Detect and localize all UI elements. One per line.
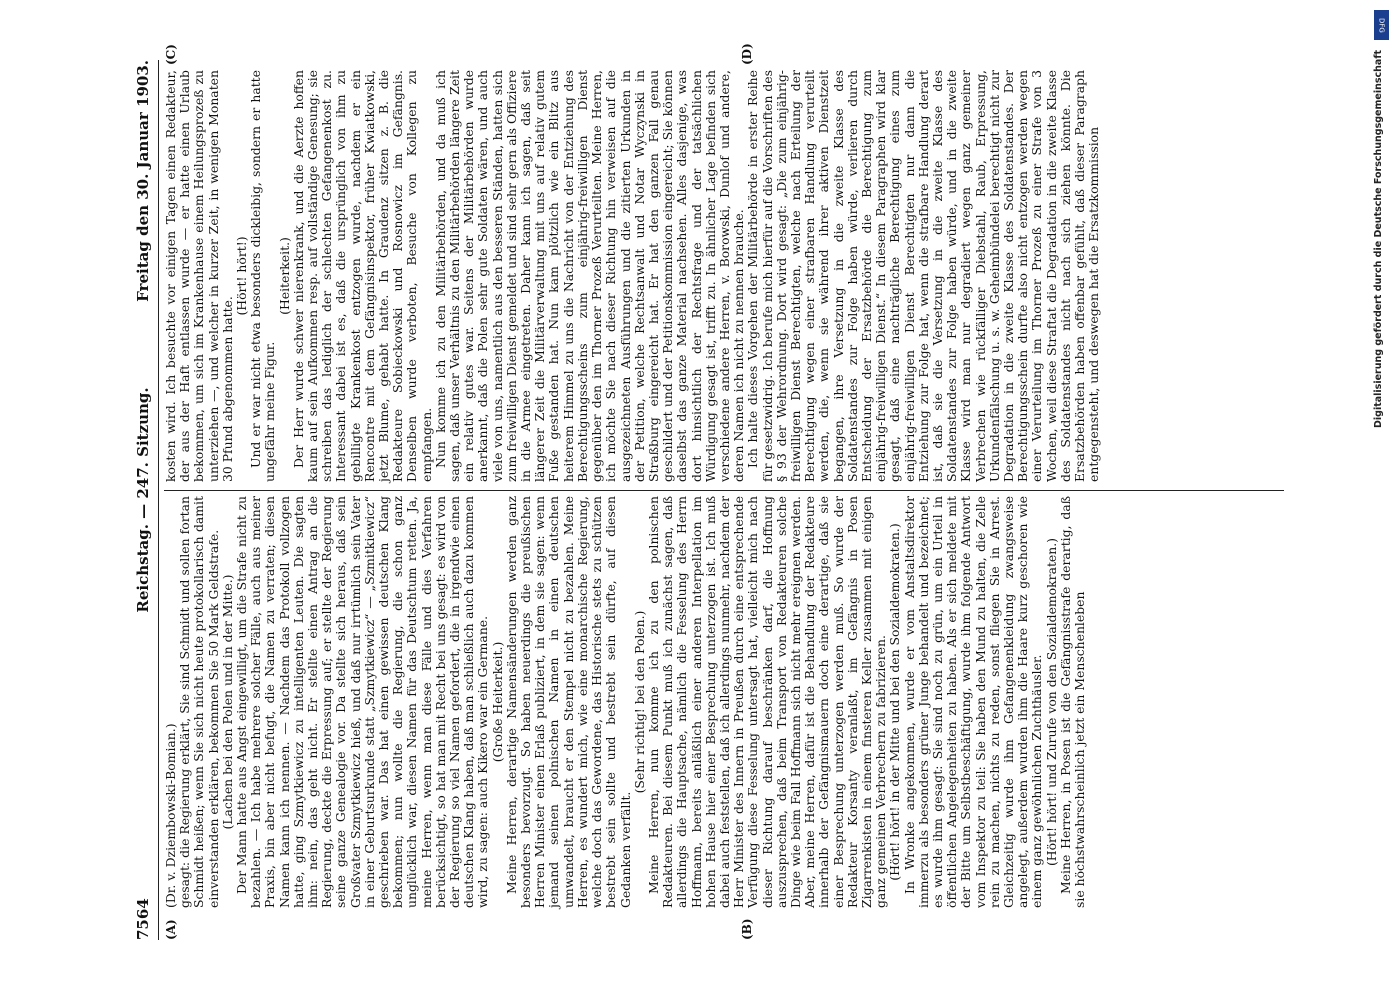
interjection: (Hört! hört! in der Mitte und bei den Sozialdemokraten.)	[887, 523, 903, 881]
header-rule	[158, 60, 159, 940]
right-column	[164, 70, 1101, 482]
paragraph: Meine Herren, nun komme ich zu den polnischen Redakteuren. Bei diesem Punkt muß ich zunächst sagen, daß allerdings die Hauptsache, nämlich die Fesselung des Herrn Hoffmann, bereits anläßlich einer anderen Interpellation im hohen Hause hier einer Besprechung unterzogen ist. Ich muß dabei auch feststellen, daß ich allerdings nunmehr, nachdem der Herr Minister des Innern in Preußen durch eine entsprechende Verfügung diese Fesselung untersagt hat, vielleicht mich nach dieser Richtung darauf beschränken darf, die Hoffnung auszusprechen, daß beim Transport von Redakteuren solche Dinge wie beim Fall Hoffmann sich nicht mehr ereignen werden. Aber, meine Herren, dafür ist die Behandlung der Redakteure innerhalb der Gefängnismauern doch eine derartige, daß sie einer Besprechung unterzogen werden muß. So wurde der Redakteur Korsanty veranlaßt, im Gefängnis in Posen Zigarrenkisten in einem finsteren Keller zusammen mit einigen ganz gemeinen Verbrechern zu fabrizieren.	[645, 496, 889, 908]
margin-letter-a: (A)	[164, 919, 178, 940]
paragraph: Und er war nicht etwa besonders dickleibig, sondern er hatte ungefähr meine Figur.	[248, 70, 278, 482]
session-title: Reichstag. — 247. Sitzung.	[134, 387, 152, 613]
page-header	[134, 60, 156, 940]
margin-letter-d: (D)	[740, 43, 754, 65]
rotated-page	[60, 0, 1397, 1000]
paragraph: Meine Herren, in Posen ist die Gefängnisstrafe derartig, daß sie höchstwahrscheinlich jetzt ein Menschenleben	[1057, 496, 1087, 908]
paragraph: (Dr. v. Dziembowski-Bomian.)	[163, 723, 178, 908]
paragraph: gesagt: die Regierung erklärt, Sie sind Schmidt und sollen fortan Schmidt heißen; wenn Sie sich nicht heute protokollarisch damit einverstanden erklären, bekommen Sie 50 Mark Geldstrafe.	[177, 496, 221, 908]
margin-letter-c: (C)	[164, 44, 178, 65]
paragraph: In Wronke angekommen, wurde er vom Anstaltsdirektor immerzu als besonders grüner Junge behandelt und bezeichnet; es wurde ihm gesagt: Sie sind noch zu grün, um ein Urteil in öffentlichen Angelegenheiten zu haben. Als er sich meldete mit der Bitte um Selbstbeschäftigung, wurde ihm folgende Antwort vom Inspektor zu teil: Sie haben den Mund zu halten, die Zelle rein zu machen, nichts zu reden, sonst fliegen Sie in Arrest. Gleichzeitig wurde ihm Gefangenenkleidung zwangsweise angelegt, außerdem wurden ihm die Haare kurz geschoren wie einem ganz gewöhnlichen Zuchthäusler.	[901, 496, 1045, 908]
margin-letter-b: (B)	[740, 918, 754, 940]
paragraph: kosten wird. Ich besuchte vor einigen Tagen einen Redakteur, der aus der Haft entlassen wurde — er hatte einen Urlaub bekommen, um sich im Krankenhause einem Heilungsprozeß zu unterziehen —, und welcher in kurzer Zeit, in wenigen Monaten 30 Pfund abgenommen hatte.	[163, 70, 235, 482]
session-date: Freitag den 30. Januar 1903.	[134, 60, 152, 302]
interjection: (Heiterkeit.)	[276, 237, 292, 315]
dfg-logo: DFG	[1374, 10, 1389, 40]
digitization-stamp	[1373, 10, 1391, 990]
paragraph: Ich halte dieses Vorgehen der Militärbehörde in erster Reihe für gesetzwidrig. Ich berufe mich hierfür auf die Vorschriften des § 93 der Wehrordnung. Dort wird gesagt: „Die zum einjährig-freiwilligen Dienst Berechtigten, welche nach Erteilung der Berechtigung wegen einer strafbaren Handlung verurteilt werden, die, wenn sie während ihrer aktiven Dienstzeit begangen, ihre Versetzung in die zweite Klasse des Soldatenstandes zur Folge haben würde, verlieren durch Entscheidung der Ersatzbehörde die Berechtigung zum einjährig-freiwilligen Dienst.“ In diesem Paragraphen wird klar gesagt, daß eine nachträgliche Berechtigung eines zum einjährig-freiwilligen Dienst Berechtigten nur dann die Entziehung zur Folge hat, wenn die strafbare Handlung derart ist, daß sie die Versetzung in die zweite Klasse des Soldatenstandes zur Folge haben würde, und in die zweite Klasse wird man nur degradiert wegen ganz gemeiner Verbrechen wie rückfälliger Diebstahl, Raub, Erpressung, Urkundenfälschung u. s. w. Geheimbündelei berechtigt nicht zur Degradation in die zweite Klasse des Soldatenstandes. Der Berechtigungsschein durfte also nicht entzogen werden wegen einer Verurteilung im Thorner Prozeß zu einer Strafe von 3 Wochen, weil diese Straftat die Degradation in die zweite Klasse des Soldatenstandes nicht nach sich ziehen könnte. Die Ersatzbehörden haben offenbar gefühlt, daß dieser Paragraph entgegensteht, und deswegen hat die Ersatzkommission	[745, 70, 1102, 482]
paragraph: Der Herr wurde schwer nierenkrank, und die Aerzte hoffen kaum auf sein Aufkommen resp. auf vollständige Genesung; sie schreiben das lediglich der schlechten Gefangenenkost zu. Interessant dabei ist es, daß die ursprünglich von ihm zu gebilligte Krankenkost entzogen wurde, nachdem er ein Rencontre mit dem Gefängnisinspektor, früher Kwiatkowski, jetzt Blume, gehabt hatte. In Graudenz sitzen z. B. die Redakteure Sobieckowski und Rosnowicz im Gefängnis. Denselben wurde verboten, Besuche von Kollegen zu empfangen.	[290, 70, 434, 482]
page-number: 7564	[134, 898, 152, 940]
interjection: (Sehr richtig! bei den Polen.)	[631, 610, 647, 794]
left-column	[164, 496, 1087, 908]
paragraph: Meine Herren, derartige Namensänderungen werden ganz besonders bevorzugt. So haben neuerdings die preußischen Herren Minister einen Erlaß publiziert, in dem sie sagen: wenn jemand seinen polnischen Namen in einen deutschen umwandelt, braucht er den Stempel nicht zu bezahlen. Meine Herren, es wundert mich, wie eine monarchische Regierung, welche doch das Gewordene, das Historische stets zu schützen bestrebt sein sollte und bestrebt sein dürfte, auf diesen Gedanken verfällt.	[503, 496, 633, 908]
interjection: (Lachen bei den Polen und in der Mitte.)	[219, 574, 235, 830]
paragraph: Nun komme ich zu den Militärbehörden, und da muß ich sagen, daß unser Verhältnis zu den Militärbehörden längere Zeit ein relativ gutes war. Seitens der Militärbehörden wurde anerkannt, daß die Polen sehr gute Soldaten wären, und auch viele von uns, namentlich aus den besseren Ständen, hatten sich zum freiwilligen Dienst gemeldet und sind sehr gern als Offiziere in die Armee eingetreten. Daher kann ich sagen, daß seit längerer Zeit die Militärverwaltung mit uns auf relativ gutem Fuße gestanden hat. Nun kam plötzlich wie ein Blitz aus heiterem Himmel zu uns die Nachricht von der Entziehung des Berechtigungsscheins zum einjährig-freiwilligen Dienst gegenüber den im Thorner Prozeß Verurteilten. Meine Herren, ich möchte Sie nach dieser Richtung hin verweisen auf die ausgezeichneten Ausführungen und die zitierten Urkunden in der Petition, welche Rechtsanwalt und Notar Wyczynski in Straßburg eingereicht hat. Er hat den ganzen Fall genau geschildert und der Petitionskommission eingereicht; Sie können daselbst das ganze Material nachsehen. Alles dasjenige, was dort hinsichtlich der Rechtsfrage und der tatsächlichen Würdigung gesagt ist, trifft zu. In ähnlicher Lage befinden sich verschiedene andere Herren, v. Borowski, Dunlof und andere, deren Namen ich nicht zu nennen brauche.	[432, 70, 747, 482]
column-divider	[164, 490, 1284, 491]
paragraph: Der Mann hatte aus Angst eingewilligt, um die Strafe nicht zu bezahlen. — Ich habe mehrere solcher Fälle, auch aus meiner Praxis, bin aber nicht befugt, die Namen zu verraten; diesen Namen kann ich nennen. — Nachdem das Protokoll vollzogen hatte, ging Szmytkiewicz zu intelligenten Leuten. Die sagten ihm: nein, das geht nicht. Er stellte einen Antrag an die Regierung, deckte die Erpressung auf; er stellte der Regierung seine ganze Genealogie vor. Da stellte sich heraus, daß sein Großvater Szmytkiewicz hieß, und daß nur irrtümlich sein Vater in einer Geburtsurkunde statt „Szmytkiewicz“ — „Szmitkiewicz“ geschrieben war. Das hat einen gewissen deutschen Klang bekommen; nun wollte die Regierung, die schon ganz unglücklich war, diesen Namen für das Deutschtum retten. Ja, meine Herren, wenn man diese Fälle und dies Verfahren berücksichtigt, so hat man mit Recht bei uns gesagt: es wird von der Regierung so viel Namen gefordert, die in irgendwie einen deutschen Klang haben, daß man schließlich auch dazu kommen wird, zu sagen: auch Kikero war ein Germane.	[234, 496, 491, 908]
interjection: (Große Heiterkeit.)	[489, 641, 505, 763]
interjection: (Hört! hört!)	[234, 236, 250, 316]
interjection: (Hört! hört! und Zurufe von den Sozialdemokraten.)	[1043, 537, 1059, 867]
digitization-note: Digitalisierung gefördert durch die Deutsche Forschungsgemeinschaft	[1373, 50, 1384, 428]
